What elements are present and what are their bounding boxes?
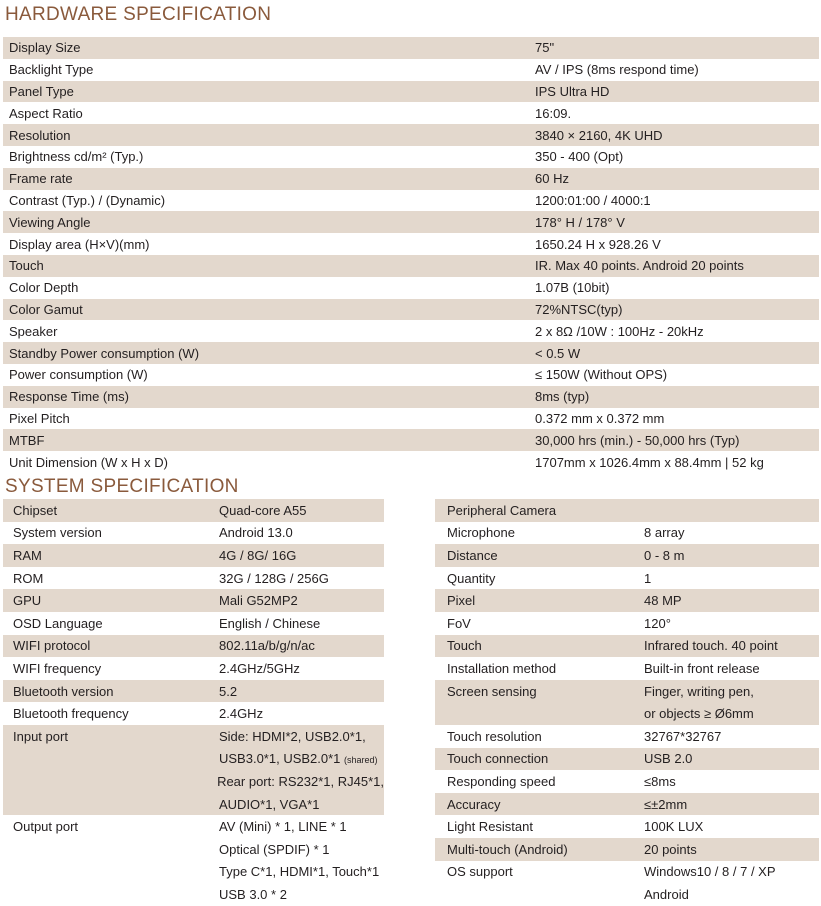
spec-label: Power consumption (W) bbox=[9, 367, 148, 383]
spec-label: Light Resistant bbox=[447, 819, 533, 835]
spec-row bbox=[3, 680, 384, 703]
spec-label: Responding speed bbox=[447, 773, 556, 789]
spec-value-text: 802.11a/b/g/n/ac bbox=[219, 638, 315, 654]
spec-row bbox=[3, 702, 384, 725]
spec-row bbox=[3, 451, 819, 473]
spec-value bbox=[219, 864, 379, 879]
spec-value: 8ms (typ) bbox=[535, 389, 590, 405]
spec-row bbox=[435, 680, 819, 703]
spec-value bbox=[219, 638, 315, 653]
spec-value: 60 Hz bbox=[535, 171, 569, 187]
spec-label: GPU bbox=[13, 593, 42, 609]
spec-value: 0.372 mm x 0.372 mm bbox=[535, 410, 665, 426]
spec-value bbox=[219, 819, 347, 834]
spec-row bbox=[435, 635, 819, 658]
spec-row bbox=[3, 59, 819, 81]
spec-value: 1200:01:00 / 4000:1 bbox=[535, 192, 651, 208]
spec-label: Brightness cd/m² (Typ.) bbox=[9, 149, 144, 165]
spec-row bbox=[3, 277, 819, 299]
spec-value: < 0.5 W bbox=[535, 345, 581, 361]
spec-value: 75" bbox=[535, 40, 555, 56]
spec-value bbox=[644, 797, 687, 812]
spec-value: 2 x 8Ω /10W : 100Hz - 20kHz bbox=[535, 323, 704, 339]
spec-label: Viewing Angle bbox=[9, 214, 91, 230]
spec-label: System version bbox=[13, 525, 102, 541]
spec-row bbox=[3, 544, 384, 567]
spec-value: 72%NTSC(typ) bbox=[535, 301, 623, 317]
spec-value-text: Optical (SPDIF) * 1 bbox=[219, 841, 330, 857]
spec-value bbox=[219, 593, 298, 608]
spec-value: 1650.24 H x 928.26 V bbox=[535, 236, 661, 252]
spec-row bbox=[3, 211, 819, 233]
spec-value-text: 100K LUX bbox=[644, 819, 704, 835]
spec-value: 178° H / 178° V bbox=[535, 214, 625, 230]
spec-label: Color Depth bbox=[9, 280, 79, 296]
spec-row bbox=[3, 386, 819, 408]
spec-value bbox=[644, 684, 754, 699]
spec-row bbox=[3, 255, 819, 277]
spec-row bbox=[3, 589, 384, 612]
spec-value-text: 32G / 128G / 256G bbox=[219, 570, 329, 586]
spec-row bbox=[3, 861, 384, 884]
spec-value bbox=[644, 548, 684, 563]
spec-value-text: Side: HDMI*2, USB2.0*1, bbox=[219, 728, 366, 744]
spec-value-text: Android 13.0 bbox=[219, 525, 293, 541]
spec-row bbox=[435, 883, 819, 906]
spec-value bbox=[219, 706, 263, 721]
spec-value-text: 48 MP bbox=[644, 593, 682, 609]
spec-row bbox=[3, 342, 819, 364]
spec-row bbox=[3, 815, 384, 838]
spec-row bbox=[3, 770, 384, 793]
spec-value bbox=[219, 684, 237, 699]
spec-row bbox=[3, 793, 384, 816]
spec-row bbox=[3, 37, 819, 59]
spec-label: Screen sensing bbox=[447, 683, 537, 699]
spec-label: Frame rate bbox=[9, 171, 73, 187]
spec-label: Touch bbox=[447, 638, 482, 654]
spec-row bbox=[435, 589, 819, 612]
spec-value: 1707mm x 1026.4mm x 88.4mm | 52 kg bbox=[535, 454, 764, 470]
spec-value-text: or objects ≥ Ø6mm bbox=[644, 706, 754, 722]
spec-value-text: Finger, writing pen, bbox=[644, 683, 754, 699]
spec-value: AV / IPS (8ms respond time) bbox=[535, 62, 699, 78]
spec-row bbox=[3, 190, 819, 212]
spec-value bbox=[644, 616, 671, 631]
spec-row bbox=[435, 748, 819, 771]
spec-value bbox=[644, 887, 689, 902]
hardware-spec-table bbox=[3, 37, 819, 473]
spec-row bbox=[435, 702, 819, 725]
spec-value: IPS Ultra HD bbox=[535, 83, 610, 99]
system-specification-title: SYSTEM SPECIFICATION bbox=[5, 476, 239, 497]
spec-label: Quantity bbox=[447, 570, 496, 586]
system-spec-table-left bbox=[3, 499, 384, 906]
spec-row bbox=[435, 725, 819, 748]
spec-label: Contrast (Typ.) / (Dynamic) bbox=[9, 192, 166, 208]
spec-row bbox=[3, 748, 384, 771]
spec-row bbox=[3, 299, 819, 321]
spec-label: Touch bbox=[9, 258, 44, 274]
spec-label: Peripheral Camera bbox=[447, 502, 557, 518]
spec-value: 1.07B (10bit) bbox=[535, 280, 610, 296]
spec-label: Display area (H×V)(mm) bbox=[9, 236, 150, 252]
spec-row bbox=[435, 838, 819, 861]
spec-value bbox=[644, 661, 760, 676]
spec-value-text: Type C*1, HDMI*1, Touch*1 bbox=[219, 864, 380, 880]
spec-label: Installation method bbox=[447, 660, 557, 676]
spec-value bbox=[644, 571, 651, 586]
spec-value bbox=[219, 571, 329, 586]
spec-row bbox=[3, 146, 819, 168]
spec-value bbox=[644, 842, 697, 857]
spec-label: Output port bbox=[13, 819, 79, 835]
spec-value bbox=[644, 751, 692, 766]
spec-row bbox=[3, 81, 819, 103]
spec-label: RAM bbox=[13, 547, 42, 563]
spec-label: Color Gamut bbox=[9, 301, 83, 317]
spec-value bbox=[219, 842, 330, 857]
spec-label: Bluetooth version bbox=[13, 683, 114, 699]
spec-value bbox=[219, 661, 300, 676]
spec-value bbox=[644, 729, 721, 744]
spec-label: Chipset bbox=[13, 502, 58, 518]
spec-label: OSD Language bbox=[13, 615, 103, 631]
spec-value-text: English / Chinese bbox=[219, 615, 321, 631]
spec-row bbox=[3, 233, 819, 255]
spec-value-text: 32767*32767 bbox=[644, 728, 722, 744]
spec-label: Display Size bbox=[9, 40, 81, 56]
spec-row bbox=[3, 725, 384, 748]
spec-label: Accuracy bbox=[447, 796, 501, 812]
spec-label: WIFI frequency bbox=[13, 660, 102, 676]
spec-value-text: USB 3.0 * 2 bbox=[219, 886, 287, 902]
spec-row bbox=[435, 612, 819, 635]
spec-value bbox=[217, 774, 384, 789]
spec-row bbox=[3, 657, 384, 680]
spec-row bbox=[435, 793, 819, 816]
spec-value-text: Mali G52MP2 bbox=[219, 593, 298, 609]
spec-label: Multi-touch (Android) bbox=[447, 841, 568, 857]
spec-value bbox=[644, 593, 682, 608]
spec-value bbox=[644, 706, 754, 721]
spec-value-text: 2.4GHz/5GHz bbox=[219, 660, 300, 676]
spec-row bbox=[435, 815, 819, 838]
spec-row bbox=[435, 544, 819, 567]
spec-value-text: ≤±2mm bbox=[644, 796, 688, 812]
spec-value-text: USB 2.0 bbox=[644, 751, 693, 767]
spec-label: Pixel Pitch bbox=[9, 410, 70, 426]
spec-value: ≤ 150W (Without OPS) bbox=[535, 367, 668, 383]
spec-label: MTBF bbox=[9, 432, 45, 448]
spec-label: Response Time (ms) bbox=[9, 389, 129, 405]
spec-label: Bluetooth frequency bbox=[13, 706, 129, 722]
spec-value bbox=[219, 729, 366, 744]
spec-value-text: 0 - 8 m bbox=[644, 547, 685, 563]
spec-label: Speaker bbox=[9, 323, 58, 339]
spec-value-text: Rear port: RS232*1, RJ45*1, bbox=[217, 773, 384, 789]
spec-label: Standby Power consumption (W) bbox=[9, 345, 200, 361]
spec-row bbox=[3, 567, 384, 590]
spec-value bbox=[219, 887, 287, 902]
spec-row bbox=[3, 522, 384, 545]
spec-label: Panel Type bbox=[9, 83, 74, 99]
spec-row bbox=[3, 102, 819, 124]
spec-label: FoV bbox=[447, 615, 471, 631]
spec-value bbox=[644, 774, 676, 789]
spec-row bbox=[3, 320, 819, 342]
spec-row bbox=[3, 838, 384, 861]
spec-row bbox=[435, 657, 819, 680]
spec-row bbox=[435, 522, 819, 545]
spec-value-text: Android bbox=[644, 886, 689, 902]
spec-value: 350 - 400 (Opt) bbox=[535, 149, 624, 165]
spec-value-text: 20 points bbox=[644, 841, 697, 857]
spec-value-text: 8 array bbox=[644, 525, 685, 541]
spec-value bbox=[219, 503, 306, 518]
spec-value bbox=[644, 819, 703, 834]
spec-value bbox=[644, 864, 776, 879]
spec-value-text: 4G / 8G/ 16G bbox=[219, 547, 297, 563]
spec-label: WIFI protocol bbox=[13, 638, 91, 654]
spec-label: Pixel bbox=[447, 593, 476, 609]
spec-row bbox=[435, 861, 819, 884]
spec-label: Touch connection bbox=[447, 751, 549, 767]
spec-value-text: Built-in front release bbox=[644, 660, 760, 676]
spec-row bbox=[435, 770, 819, 793]
spec-row bbox=[3, 883, 384, 906]
spec-value-text: ≤8ms bbox=[644, 773, 676, 789]
spec-row bbox=[3, 429, 819, 451]
spec-value bbox=[219, 616, 320, 631]
system-spec-table-right bbox=[435, 499, 819, 906]
spec-row bbox=[3, 499, 384, 522]
spec-label: ROM bbox=[13, 570, 44, 586]
spec-label: Unit Dimension (W x H x D) bbox=[9, 454, 168, 470]
spec-value-text: 2.4GHz bbox=[219, 706, 264, 722]
spec-value-text: 1 bbox=[644, 570, 652, 586]
spec-row bbox=[435, 499, 819, 522]
spec-value-text: Infrared touch. 40 point bbox=[644, 638, 778, 654]
spec-value-text: AV (Mini) * 1, LINE * 1 bbox=[219, 819, 347, 835]
spec-value bbox=[219, 797, 319, 812]
spec-value bbox=[219, 525, 293, 540]
spec-value-text: Quad-core A55 bbox=[219, 502, 307, 518]
spec-value bbox=[644, 525, 684, 540]
spec-label: Input port bbox=[13, 728, 68, 744]
spec-value-note: (shared) bbox=[344, 755, 378, 766]
spec-value: 16:09. bbox=[535, 105, 572, 121]
spec-label: Resolution bbox=[9, 127, 71, 143]
spec-value-text: USB3.0*1, USB2.0*1 bbox=[219, 751, 341, 767]
spec-row bbox=[3, 635, 384, 658]
spec-value bbox=[219, 751, 378, 766]
spec-value: 30,000 hrs (min.) - 50,000 hrs (Typ) bbox=[535, 432, 740, 448]
spec-value bbox=[644, 638, 778, 653]
spec-row bbox=[3, 364, 819, 386]
spec-value-text: Windows10 / 8 / 7 / XP bbox=[644, 864, 776, 880]
spec-label: Distance bbox=[447, 547, 498, 563]
spec-value: 3840 × 2160, 4K UHD bbox=[535, 127, 663, 143]
spec-label: OS support bbox=[447, 864, 513, 880]
spec-value-text: 120° bbox=[644, 615, 671, 631]
spec-value bbox=[219, 548, 296, 563]
spec-value: IR. Max 40 points. Android 20 points bbox=[535, 258, 744, 274]
spec-label: Backlight Type bbox=[9, 62, 94, 78]
spec-label: Touch resolution bbox=[447, 728, 542, 744]
spec-row bbox=[435, 567, 819, 590]
spec-value-text: 5.2 bbox=[219, 683, 238, 699]
spec-row bbox=[3, 168, 819, 190]
spec-label: Microphone bbox=[447, 525, 515, 541]
spec-label: Aspect Ratio bbox=[9, 105, 83, 121]
hardware-specification-title: HARDWARE SPECIFICATION bbox=[5, 4, 272, 25]
spec-row bbox=[3, 408, 819, 430]
spec-row bbox=[3, 124, 819, 146]
spec-row bbox=[3, 612, 384, 635]
spec-value-text: AUDIO*1, VGA*1 bbox=[219, 796, 320, 812]
